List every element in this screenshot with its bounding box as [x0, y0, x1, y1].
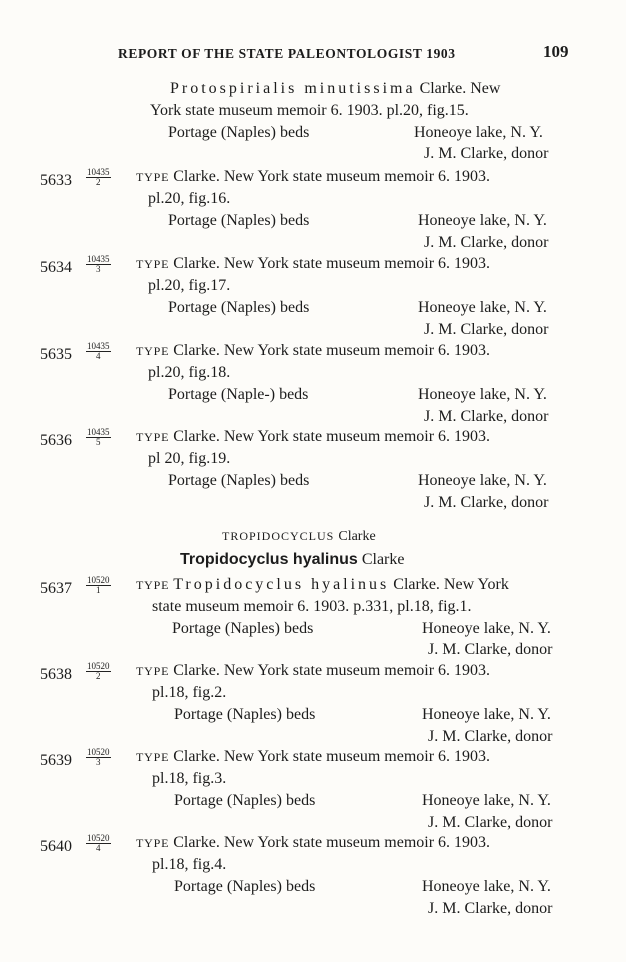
entry-number: 5633: [40, 172, 72, 189]
entry-reference: Clarke. New York state museum memoir 6. 1903.: [173, 342, 491, 359]
intro-line1-rest: Clarke. New: [419, 80, 501, 97]
intro-species: Protospirialis minutissima: [170, 80, 416, 97]
entry-reference: Clarke. New York state museum memoir 6. 1903.: [173, 255, 491, 272]
type-label: TYPE: [136, 836, 170, 850]
entry-line-1: [136, 576, 509, 594]
entry-reference: Clarke. New York state museum memoir 6. 1903.: [173, 662, 491, 679]
intro-donor: J. M. Clarke, donor: [424, 145, 549, 162]
type-label: TYPE: [136, 578, 170, 592]
entry-beds: Portage (Naple-) beds: [168, 386, 309, 403]
entry-line-1: [136, 342, 490, 360]
entry-number: 5637: [40, 580, 72, 597]
entry-donor: J. M. Clarke, donor: [424, 321, 549, 338]
entry-reference: Clarke. New York state museum memoir 6. 1903.: [173, 834, 491, 851]
entry-locality: Honeoye lake, N. Y.: [422, 878, 551, 895]
page-number: 109: [543, 42, 569, 61]
species-heading-name: Tropidocyclus hyalinus: [180, 551, 358, 568]
entry-line-1: [136, 662, 490, 680]
type-label: TYPE: [136, 430, 170, 444]
type-label: TYPE: [136, 750, 170, 764]
entry-donor: J. M. Clarke, donor: [428, 641, 553, 658]
entry-plate: pl.18, fig.2.: [152, 684, 227, 701]
genus-author: Clarke: [338, 529, 376, 544]
entry-beds: Portage (Naples) beds: [174, 878, 316, 895]
entry-reference: Clarke. New York state museum memoir 6. 1903.: [173, 428, 491, 445]
catalog-fraction: $\frac{10520}{2}$: [87, 661, 110, 681]
genus-name: TROPIDOCYCLUS: [222, 529, 335, 543]
entry-line1-rest: Clarke. New York: [393, 576, 509, 593]
entry-locality: Honeoye lake, N. Y.: [422, 706, 551, 723]
entry-line-1: [136, 834, 490, 852]
entry-number: 5639: [40, 752, 72, 769]
entry-plate: pl.18, fig.3.: [152, 770, 227, 787]
entry-donor: J. M. Clarke, donor: [428, 900, 553, 917]
running-header: REPORT OF THE STATE PALEONTOLOGIST 1903: [118, 46, 456, 61]
catalog-fraction: $\frac{10520}{1}$: [87, 575, 110, 595]
type-label: TYPE: [136, 257, 170, 271]
entry-line-1: [136, 428, 490, 446]
entry-locality: Honeoye lake, N. Y.: [418, 299, 547, 316]
intro-line-1: [170, 80, 500, 98]
entry-number: 5634: [40, 259, 72, 276]
intro-beds: Portage (Naples) beds: [168, 124, 310, 141]
entry-beds: Portage (Naples) beds: [168, 299, 310, 316]
entry-line-1: [136, 168, 490, 186]
type-label: TYPE: [136, 344, 170, 358]
catalog-fraction: $\frac{10435}{2}$: [87, 167, 110, 187]
entry-locality: Honeoye lake, N. Y.: [418, 386, 547, 403]
intro-line-2: York state museum memoir 6. 1903. pl.20, fig.15.: [150, 102, 469, 119]
entry-plate: pl.20, fig.18.: [148, 364, 231, 381]
catalog-fraction: $\frac{10435}{3}$: [87, 254, 110, 274]
entry-locality: Honeoye lake, N. Y.: [418, 212, 547, 229]
catalog-fraction: $\frac{10520}{3}$: [87, 747, 110, 767]
entry-number: 5635: [40, 346, 72, 363]
entry-locality: Honeoye lake, N. Y.: [422, 792, 551, 809]
entry-species: Tropidocyclus hyalinus: [173, 576, 390, 593]
entry-number: 5636: [40, 432, 72, 449]
entry-plate: pl.20, fig.16.: [148, 190, 231, 207]
entry-beds: Portage (Naples) beds: [172, 620, 314, 637]
entry-line-2: state museum memoir 6. 1903. p.331, pl.18, fig.1.: [152, 598, 472, 615]
genus-heading: [222, 527, 376, 545]
catalog-fraction: $\frac{10435}{4}$: [87, 341, 110, 361]
entry-line-1: [136, 255, 490, 273]
entry-donor: J. M. Clarke, donor: [428, 728, 553, 745]
catalog-fraction: $\frac{10435}{5}$: [87, 427, 110, 447]
entry-plate: pl.18, fig.4.: [152, 856, 227, 873]
entry-donor: J. M. Clarke, donor: [424, 494, 549, 511]
entry-line-1: [136, 748, 490, 766]
entry-donor: J. M. Clarke, donor: [428, 814, 553, 831]
type-label: TYPE: [136, 664, 170, 678]
entry-reference: Clarke. New York state museum memoir 6. 1903.: [173, 748, 491, 765]
entry-beds: Portage (Naples) beds: [174, 706, 316, 723]
entry-donor: J. M. Clarke, donor: [424, 234, 549, 251]
entry-beds: Portage (Naples) beds: [168, 212, 310, 229]
entry-number: 5638: [40, 666, 72, 683]
species-heading-author: Clarke: [361, 551, 405, 568]
catalog-fraction: $\frac{10520}{4}$: [87, 833, 110, 853]
intro-locality: Honeoye lake, N. Y.: [414, 124, 543, 141]
type-label: TYPE: [136, 170, 170, 184]
entry-plate: pl.20, fig.17.: [148, 277, 231, 294]
entry-beds: Portage (Naples) beds: [174, 792, 316, 809]
entry-locality: Honeoye lake, N. Y.: [418, 472, 547, 489]
entry-number: 5640: [40, 838, 72, 855]
species-heading: [180, 551, 404, 569]
entry-donor: J. M. Clarke, donor: [424, 408, 549, 425]
entry-reference: Clarke. New York state museum memoir 6. 1903.: [173, 168, 491, 185]
entry-plate: pl 20, fig.19.: [148, 450, 231, 467]
entry-locality: Honeoye lake, N. Y.: [422, 620, 551, 637]
entry-beds: Portage (Naples) beds: [168, 472, 310, 489]
